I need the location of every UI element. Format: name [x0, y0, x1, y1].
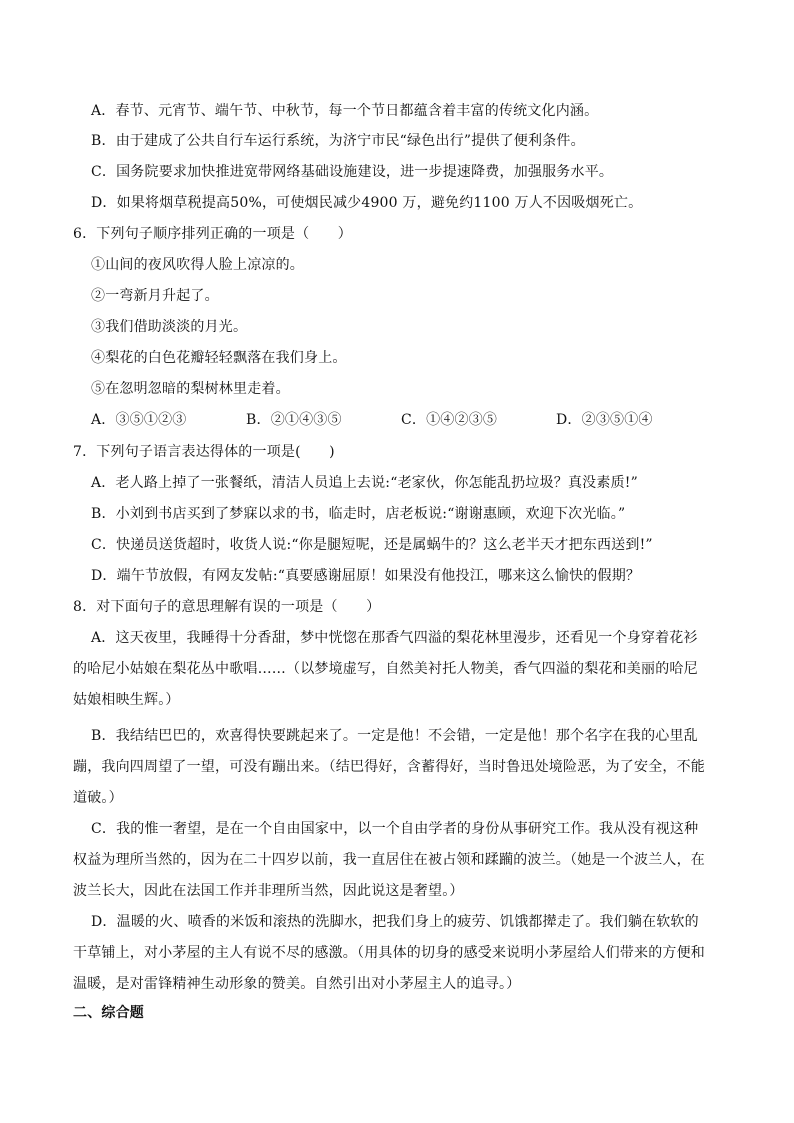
- q8-option-a-line1: A．这天夜里，我睡得十分香甜，梦中恍惚在那香气四溢的梨花林里漫步，还看见一个身穿着花衫: [91, 630, 698, 646]
- q8-option-d-line3: 温暖，是对雷锋精神生动形象的赞美。自然引出对小茅屋主人的追寻。）: [73, 976, 521, 992]
- q6-option-d: D．②③⑤①④: [556, 412, 653, 428]
- q8-option-c-line2: 权益为理所当然的，因为在二十四岁以前，我一直居住在被占领和蹂躏的波兰。（她是一个波兰人，在: [73, 852, 705, 868]
- q8-option-a-line2: 的哈尼小姑娘在梨花丛中歌唱……（以梦境虚写，自然美衬托人物美，香气四溢的梨花和美丽的哈尼: [73, 661, 698, 677]
- q7-option-c: C．快递员送货超时，收货人说:“你是腿短呢，还是属蜗牛的？这么老半天才把东西送到!”: [91, 537, 653, 553]
- q5-option-b: B．由于建成了公共自行车运行系统，为济宁市民“绿色出行”提供了便利条件。: [91, 133, 585, 149]
- q8-option-d-line2: 干草铺上，对小茅屋的主人有说不尽的感激。（用具体的切身的感受来说明小茅屋给人们带来的方便和: [73, 945, 705, 961]
- q6-options: [91, 411, 696, 429]
- q5-option-d: D．如果将烟草税提高50%，可使烟民减少4900 万，避免约1100 万人不因吸烟死亡。: [91, 195, 643, 211]
- q7-option-d: D．端午节放假，有网友发帖:“真要感谢屈原！如果没有他投江，哪来这么愉快的假期？: [91, 568, 641, 584]
- q6-sentence-3: ③我们借助淡淡的月光。: [91, 319, 248, 335]
- q6-sentence-5: ⑤在忽明忽暗的梨树林里走着。: [91, 381, 290, 397]
- q7-stem: 7．下列句子语言表达得体的一项是( ): [73, 444, 335, 460]
- q8-option-b-line1: B．我结结巴巴的，欢喜得快要跳起来了。一定是他！不会错，一定是他！那个名字在我的心里乱: [91, 728, 698, 744]
- q8-option-d-line1: D．温暖的火、喷香的米饭和滚热的洗脚水，把我们身上的疲劳、饥饿都撵走了。我们躺在软软的: [91, 914, 699, 930]
- q6-sentence-1: ①山间的夜风吹得人脸上凉凉的。: [91, 257, 304, 273]
- q6-sentence-2: ②一弯新月升起了。: [91, 288, 219, 304]
- q8-option-b-line2: 蹦，我向四周望了一望，可没有蹦出来。（结巴得好，含蓄得好，当时鲁迅处境险恶，为了安全，不能: [73, 759, 705, 775]
- q5-option-c: C．国务院要求加快推进宽带网络基础设施建设，进一步提速降费，加强服务水平。: [91, 164, 614, 180]
- q7-option-b: B．小刘到书店买到了梦寐以求的书，临走时，店老板说:“谢谢惠顾，欢迎下次光临。”: [91, 506, 626, 522]
- section-2-title: 二、综合题: [73, 1005, 144, 1021]
- q8-stem: 8．对下面句子的意思理解有误的一项是（ ）: [73, 599, 381, 615]
- q6-option-a: A．③⑤①②③: [91, 412, 187, 428]
- q6-sentence-4: ④梨花的白色花瓣轻轻飘落在我们身上。: [91, 350, 347, 366]
- q6-stem: 6．下列句子顺序排列正确的一项是（ ）: [73, 226, 352, 242]
- q6-option-c: C．①④②③⑤: [401, 412, 498, 428]
- q8-option-b-line3: 道破。）: [73, 790, 123, 806]
- q5-option-a: A．春节、元宵节、端午节、中秋节，每一个节日都蕴含着丰富的传统文化内涵。: [91, 103, 599, 119]
- q8-option-c-line1: C．我的惟一奢望，是在一个自由国家中，以一个自由学者的身份从事研究工作。我从没有视这种: [91, 821, 699, 837]
- q7-option-a: A．老人路上掉了一张餐纸，清洁人员追上去说:“老家伙，你怎能乱扔垃圾？真没素质!”: [91, 475, 638, 491]
- q8-option-c-line3: 波兰长大，因此在法国工作并非理所当然，因此说这是奢望。）: [73, 883, 464, 899]
- q6-option-b: B．②①④③⑤: [246, 412, 342, 428]
- q8-option-a-line3: 姑娘相映生辉。）: [73, 692, 180, 708]
